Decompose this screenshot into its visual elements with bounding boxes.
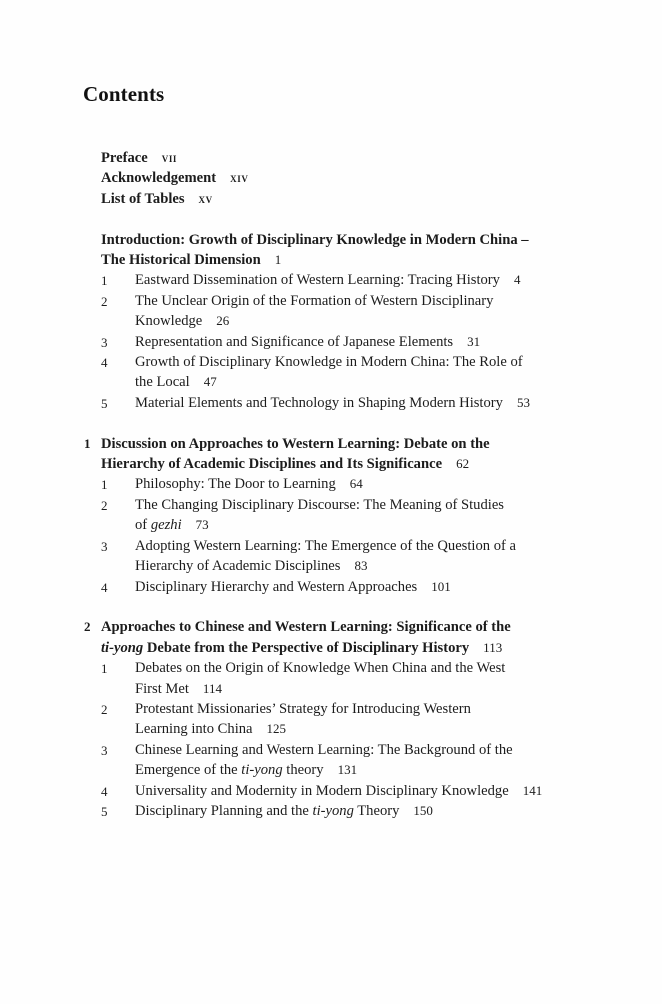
section-title: Disciplinary Hierarchy and Western Approaches xyxy=(135,578,418,595)
page-number: 53 xyxy=(516,394,530,410)
page-number: 31 xyxy=(467,333,481,349)
section-number: 5 xyxy=(101,395,108,411)
section-title: Eastward Dissemination of Western Learning: Tracing History xyxy=(135,272,500,289)
toc-entry-list-of-tables[interactable] xyxy=(84,189,604,209)
section-title: Philosophy: The Door to Learning xyxy=(135,476,336,493)
page-number: 4 xyxy=(513,272,521,288)
page-number: 62 xyxy=(456,456,470,472)
toc-section[interactable] xyxy=(84,658,604,699)
section-title-italic: ti-yong xyxy=(312,802,354,819)
page-number: 150 xyxy=(413,802,433,818)
chapter-heading[interactable] xyxy=(84,617,604,658)
chapter-number: 1 xyxy=(84,435,91,451)
section-title: Universality and Modernity in Modern Disciplinary Knowledge xyxy=(135,782,509,799)
toc-chapter-1 xyxy=(84,434,604,597)
page-number: xv xyxy=(198,190,213,206)
page-number: 114 xyxy=(202,680,222,696)
section-title-line1: The Changing Disciplinary Discourse: The Meaning of Studies xyxy=(135,496,504,513)
toc-chapter-2 xyxy=(84,617,604,821)
toc-section[interactable] xyxy=(84,495,604,536)
toc-section[interactable] xyxy=(84,577,604,597)
section-title-prefix: Emergence of the xyxy=(135,762,242,779)
page-number: xiv xyxy=(230,170,249,186)
section-title-line2: Hierarchy of Academic Disciplines xyxy=(135,558,341,575)
section-title-line1: The Unclear Origin of the Formation of Western Disciplinary xyxy=(135,292,494,309)
page-number: 73 xyxy=(195,517,209,533)
section-title-suffix: theory xyxy=(282,762,324,779)
section-title-prefix: Disciplinary Planning and the xyxy=(135,802,313,819)
entry-title: List of Tables xyxy=(101,190,185,207)
toc-section[interactable] xyxy=(84,781,604,801)
section-number: 2 xyxy=(101,497,108,513)
section-title: Material Elements and Technology in Shaping Modern History xyxy=(135,394,503,411)
page-number: 125 xyxy=(266,721,287,737)
chapter-number: 2 xyxy=(84,619,91,635)
page-number: 26 xyxy=(216,313,230,329)
chapter-heading[interactable] xyxy=(84,434,604,475)
section-number: 4 xyxy=(101,579,108,595)
part-title-line2: The Historical Dimension xyxy=(101,252,261,269)
front-matter xyxy=(84,148,604,209)
section-number: 3 xyxy=(101,538,108,554)
page-number: 47 xyxy=(203,374,217,390)
toc-section[interactable] xyxy=(84,474,604,494)
toc-section[interactable] xyxy=(84,536,604,577)
toc-section[interactable] xyxy=(84,740,604,781)
section-title-italic: gezhi xyxy=(150,517,182,534)
page-number: 83 xyxy=(354,558,368,574)
toc-section[interactable] xyxy=(84,332,604,352)
section-number: 2 xyxy=(101,293,108,309)
toc-section[interactable] xyxy=(84,291,604,332)
section-title-line2: the Local xyxy=(135,374,190,391)
toc-section[interactable] xyxy=(84,352,604,393)
toc-section[interactable] xyxy=(84,699,604,740)
table-of-contents xyxy=(84,148,604,821)
chapter-title-line1: Approaches to Chinese and Western Learning: Significance of the xyxy=(101,619,511,636)
toc-entry-preface[interactable] xyxy=(84,148,604,168)
section-title-line1: Protestant Missionaries’ Strategy for Introducing Western xyxy=(135,700,471,717)
page-number: 113 xyxy=(483,639,503,655)
section-title-line2: Learning into China xyxy=(135,721,253,738)
section-number: 1 xyxy=(101,661,108,677)
section-title-line1: Debates on the Origin of Knowledge When China and the West xyxy=(135,660,506,677)
section-number: 5 xyxy=(101,803,108,819)
page-number: vii xyxy=(161,150,178,165)
section-title-line1: Adopting Western Learning: The Emergence of the Question of a xyxy=(135,537,516,554)
toc-section[interactable] xyxy=(84,393,604,413)
section-number: 4 xyxy=(101,355,108,371)
page-number: 101 xyxy=(431,578,451,594)
entry-title: Acknowledgement xyxy=(101,170,217,187)
section-title-suffix: Theory xyxy=(353,802,400,819)
page-title: Contents xyxy=(83,82,165,106)
section-number: 3 xyxy=(101,334,108,350)
section-number: 4 xyxy=(101,783,108,799)
chapter-title-line2: Hierarchy of Academic Disciplines and Its Significance xyxy=(101,456,443,473)
toc-section[interactable] xyxy=(84,270,604,290)
section-number: 1 xyxy=(101,477,108,493)
section-number: 2 xyxy=(101,701,108,717)
section-title-italic: ti-yong xyxy=(241,762,283,779)
toc-entry-acknowledgement[interactable] xyxy=(84,168,604,188)
section-title-line1: Growth of Disciplinary Knowledge in Modern China: The Role of xyxy=(135,354,523,371)
chapter-title-line1: Discussion on Approaches to Western Learning: Debate on the xyxy=(101,435,490,452)
page-number: 64 xyxy=(349,476,363,492)
chapter-title-italic: ti-yong xyxy=(101,639,144,656)
toc-section[interactable] xyxy=(84,801,604,821)
page-number: 1 xyxy=(274,252,282,268)
section-title: Representation and Significance of Japanese Elements xyxy=(135,333,454,350)
section-number: 1 xyxy=(101,273,108,289)
page-number: 131 xyxy=(337,762,358,778)
entry-title: Preface xyxy=(101,150,148,166)
part-title-line1: Introduction: Growth of Disciplinary Knowledge in Modern China – xyxy=(101,231,529,248)
section-title-prefix: of xyxy=(135,517,151,534)
chapter-title-line2: Debate from the Perspective of Disciplinary History xyxy=(143,639,470,656)
page-number: 141 xyxy=(522,782,543,798)
section-title-line2: Knowledge xyxy=(135,313,203,330)
toc-part-introduction xyxy=(84,230,604,414)
section-title-line1: Chinese Learning and Western Learning: The Background of the xyxy=(135,741,513,758)
part-heading[interactable] xyxy=(84,230,604,271)
section-number: 3 xyxy=(101,742,108,758)
section-title-line2: First Met xyxy=(135,680,189,697)
